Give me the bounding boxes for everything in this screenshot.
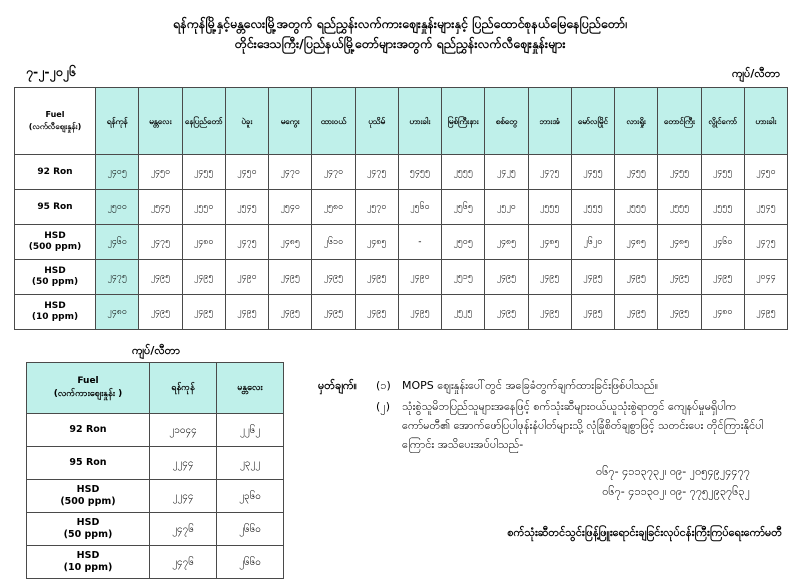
row-label-line-1: HSD (76, 484, 100, 495)
row-label-hsd-500 (15, 225, 96, 260)
fuel-header-line-1: Fuel (45, 110, 65, 119)
cell-95ron-bago: ၂၅၄၅ (225, 190, 268, 225)
cell-92ron-dawei: ၂၄၇၀ (312, 155, 355, 190)
column-header-hpaan: ဘားအံ (528, 88, 571, 155)
cell-92ron-myitkyina: ၂၅၅၅ (442, 155, 485, 190)
cell-hsd10-magway: ၂၄၉၅ (269, 295, 312, 330)
cell-hsd10-mandalay: ၂၄၉၅ (139, 295, 182, 330)
cell-hsd50-myitkyina: ၂၅၁၅ (442, 260, 485, 295)
cell-hsd500-mandalay: ၂၄၇၅ (139, 225, 182, 260)
column-header-bago: ပဲခူး (225, 88, 268, 155)
cell-hsd50-bago: ၂၄၉၀ (225, 260, 268, 295)
note-number-1: (၁) (376, 379, 391, 392)
wholesale-unit-label: ကျပ်/လီတာ (132, 344, 180, 357)
cell-hsd10-loikaw: ၂၄၈၀ (701, 295, 744, 330)
row-label-hsd10-wholesale (27, 546, 150, 579)
cell-hsd50-lashio: ၂၄၉၅ (615, 260, 658, 295)
column-header-naypyitaw: နေပြည်တော် (182, 88, 225, 155)
cell-95ron-sittwe: ၂၅၂၀ (485, 190, 528, 225)
row-label-95ron: 95 Ron (15, 190, 96, 225)
cell-95ron-naypyitaw: ၂၅၅၀ (182, 190, 225, 225)
cell-95ron-loikaw: ၂၅၅၅ (701, 190, 744, 225)
fuel-header-line-2: (လက်ကားဈေးနှုန်း ) (53, 389, 123, 399)
cell-w-hsd50-yangon: ၂၄၇၆ (150, 513, 217, 546)
cell-hsd10-hakha-2: ၂၄၉၅ (744, 295, 787, 330)
table-row (15, 155, 788, 190)
cell-92ron-taunggyi: ၂၄၅၅ (658, 155, 701, 190)
cell-hsd50-taunggyi: ၂၄၉၅ (658, 260, 701, 295)
row-label-95ron-wholesale: 95 Ron (27, 447, 150, 480)
row-label-line-1: HSD (44, 231, 66, 241)
cell-92ron-mandalay: ၂၄၅၀ (139, 155, 182, 190)
column-header-mawlamyine: မော်လမြိုင် (571, 88, 614, 155)
cell-hsd10-pathein: ၂၄၉၅ (355, 295, 398, 330)
note-text-1: MOPS ဈေးနှုန်းပေါ်တွင် အခြေခံတွက်ချက်ထားခြင်းဖြစ်ပါသည်။ (402, 379, 659, 392)
cell-92ron-sittwe: ၂၄၂၅ (485, 155, 528, 190)
cell-hsd500-loikaw: ၂၄၆၀ (701, 225, 744, 260)
cell-95ron-taunggyi: ၂၅၅၅ (658, 190, 701, 225)
table-header-row (15, 88, 788, 155)
table-row (15, 295, 788, 330)
column-header-lashio: လားရှိုး (615, 88, 658, 155)
column-header-hakha: ဟားခါး (398, 88, 441, 155)
title-line-2: တိုင်းဒေသကြီး/ပြည်နယ်မြို့တော်များအတွက် ရည်ညွှန်းလက်လီဈေးနှုန်းများ (234, 36, 566, 51)
cell-w-95ron-mandalay: ၂၃၂၂ (217, 447, 284, 480)
cell-hsd500-magway: ၂၄၈၅ (269, 225, 312, 260)
column-header-taunggyi: တောင်ကြီး (658, 88, 701, 155)
row-label-line-1: HSD (44, 301, 66, 311)
fuel-header-line-1: Fuel (77, 376, 99, 386)
cell-hsd500-lashio: ၂၄၈၅ (615, 225, 658, 260)
cell-w-hsd10-mandalay: ၂၆၆၀ (217, 546, 284, 579)
column-header-mandalay: မန္တလေး (139, 88, 182, 155)
cell-hsd10-yangon: ၂၄၈၀ (96, 295, 139, 330)
cell-hsd50-mandalay: ၂၄၉၅ (139, 260, 182, 295)
cell-w-hsd500-mandalay: ၂၃၆၀ (217, 480, 284, 513)
cell-hsd10-mawlamyine: ၂၄၉၅ (571, 295, 614, 330)
column-header-mandalay-wholesale: မန္တလေး (217, 363, 284, 414)
cell-hsd500-yangon: ၂၄၆၀ (96, 225, 139, 260)
table-header-row (27, 363, 284, 414)
title-line-1: ရန်ကုန်မြို့နှင့်မန္တလေးမြို့အတွက် ရည်ညွှန်းလက်ကားဈေးနှုန်းများနှင့် ပြည်ထောင်စုနယ်မြေနေပြည်တော်၊ (173, 16, 627, 31)
cell-w-hsd500-yangon: ၂၂၄၄ (150, 480, 217, 513)
row-label-line-2: (10 ppm) (63, 562, 113, 573)
cell-hsd10-hakha: ၂၄၉၅ (398, 295, 441, 330)
cell-hsd500-dawei: ၂၆၁၀ (312, 225, 355, 260)
column-header-yangon-wholesale: ရန်ကုန် (150, 363, 217, 414)
cell-92ron-hakha: ၅၄၅၅ (398, 155, 441, 190)
column-header-pathein: ပုသိမ် (355, 88, 398, 155)
cell-95ron-mandalay: ၂၅၄၅ (139, 190, 182, 225)
row-label-line-1: HSD (44, 266, 66, 276)
table-row (27, 414, 284, 447)
cell-hsd50-yangon: ၂၄၇၅ (96, 260, 139, 295)
cell-hsd10-sittwe: ၂၄၉၅ (485, 295, 528, 330)
notes-label-spacer (318, 397, 376, 454)
cell-hsd500-taunggyi: ၂၄၈၅ (658, 225, 701, 260)
column-header-loikaw: လွိုင်ကော် (701, 88, 744, 155)
cell-95ron-myitkyina: ၂၅၆၅ (442, 190, 485, 225)
row-label-hsd-10 (15, 295, 96, 330)
table-row (15, 225, 788, 260)
cell-hsd10-bago: ၂၄၉၅ (225, 295, 268, 330)
cell-hsd500-sittwe: ၂၄၈၅ (485, 225, 528, 260)
cell-92ron-mawlamyine: ၂၄၅၅ (571, 155, 614, 190)
cell-95ron-magway: ၂၅၄၀ (269, 190, 312, 225)
cell-hsd10-naypyitaw: ၂၄၉၅ (182, 295, 225, 330)
row-label-hsd-50 (15, 260, 96, 295)
row-label-92ron-wholesale: 92 Ron (27, 414, 150, 447)
cell-hsd500-hpaan: ၂၄၈၅ (528, 225, 571, 260)
note-number-2: (၂) (376, 400, 390, 413)
cell-hsd50-dawei: ၂၄၉၅ (312, 260, 355, 295)
cell-hsd50-hakha: ၂၄၉၀ (398, 260, 441, 295)
page-title (14, 14, 786, 54)
row-label-hsd50-wholesale (27, 513, 150, 546)
cell-hsd50-loikaw: ၂၄၉၅ (701, 260, 744, 295)
row-label-line-2: (500 ppm) (28, 242, 82, 252)
cell-hsd500-myitkyina: ၂၅၀၅ (442, 225, 485, 260)
cell-95ron-hakha: ၂၅၆၀ (398, 190, 441, 225)
column-header-magway: မကွေး (269, 88, 312, 155)
cell-w-hsd50-mandalay: ၂၆၆၀ (217, 513, 284, 546)
notes-section (318, 376, 786, 502)
notes-label: မှတ်ချက်။ (318, 379, 358, 392)
note-item-1 (318, 376, 786, 395)
cell-92ron-pathein: ၂၄၇၅ (355, 155, 398, 190)
phone-line-2: ၀၆၇- ၄၁၁၃၀၂၊ ၀၉- ၇၇၅၂၉၃၇၆၃၂ (602, 485, 750, 498)
cell-hsd10-dawei: ၂၄၉၅ (312, 295, 355, 330)
cell-hsd500-mawlamyine: ၂၆၂၀ (571, 225, 614, 260)
meta-row (14, 64, 786, 83)
column-header-myitkyina: မြစ်ကြီးနား (442, 88, 485, 155)
cell-95ron-mawlamyine: ၂၅၅၅ (571, 190, 614, 225)
row-label-line-2: (10 ppm) (31, 312, 79, 322)
cell-hsd50-naypyitaw: ၂၄၉၅ (182, 260, 225, 295)
cell-hsd500-pathein: ၂၄၈၅ (355, 225, 398, 260)
cell-w-hsd10-yangon: ၂၄၇၆ (150, 546, 217, 579)
column-header-yangon: ရန်ကုန် (96, 88, 139, 155)
contact-phones (318, 462, 786, 502)
cell-95ron-hpaan: ၂၅၅၅ (528, 190, 571, 225)
cell-92ron-bago: ၂၄၅၀ (225, 155, 268, 190)
cell-95ron-pathein: ၂၅၇၀ (355, 190, 398, 225)
note-item-2 (318, 397, 786, 454)
wholesale-price-table (26, 362, 284, 579)
cell-hsd10-hpaan: ၂၄၉၅ (528, 295, 571, 330)
lower-section (14, 362, 786, 579)
report-date: ၇-၂-၂၀၂၆ (26, 64, 76, 79)
cell-95ron-lashio: ၂၅၅၅ (615, 190, 658, 225)
column-header-fuel-wholesale (27, 363, 150, 414)
cell-hsd50-mawlamyine: ၂၄၉၅ (571, 260, 614, 295)
cell-hsd50-hpaan: ၂၄၉၅ (528, 260, 571, 295)
cell-hsd500-naypyitaw: ၂၄၈၀ (182, 225, 225, 260)
cell-hsd500-bago: ၂၄၇၅ (225, 225, 268, 260)
cell-hsd50-pathein: ၂၄၉၅ (355, 260, 398, 295)
price-unit-label: ကျပ်/လီတာ (732, 67, 780, 80)
phone-line-1: ၀၆၇- ၄၁၁၃၇၃၂၊ ၀၉- ၂၀၅၄၉၂၄၄၇၇ (596, 465, 750, 478)
retail-price-table (14, 87, 788, 330)
cell-92ron-lashio: ၂၄၅၅ (615, 155, 658, 190)
cell-92ron-naypyitaw: ၂၄၅၅ (182, 155, 225, 190)
table-row (15, 190, 788, 225)
cell-hsd50-hakha-2: ၂၀၄၄ (744, 260, 787, 295)
cell-92ron-hakha-2: ၂၄၅၀ (744, 155, 787, 190)
cell-hsd500-hakha-2: ၂၄၇၅ (744, 225, 787, 260)
cell-92ron-hpaan: ၂၄၇၅ (528, 155, 571, 190)
cell-95ron-hakha-2: ၂၅၄၅ (744, 190, 787, 225)
row-label-hsd500-wholesale (27, 480, 150, 513)
row-label-line-1: HSD (76, 550, 100, 561)
cell-hsd10-lashio: ၂၄၉၅ (615, 295, 658, 330)
table-row (27, 447, 284, 480)
fuel-header-line-2: (လက်လီဈေးနှုန်း) (28, 122, 82, 131)
row-label-line-1: HSD (76, 517, 100, 528)
cell-w-92ron-yangon: ၂၁၀၄၄ (150, 414, 217, 447)
row-label-line-2: (500 ppm) (60, 496, 116, 507)
table-row (27, 546, 284, 579)
column-header-sittwe: စစ်တွေ (485, 88, 528, 155)
cell-92ron-loikaw: ၂၄၅၅ (701, 155, 744, 190)
cell-w-95ron-yangon: ၂၂၄၄ (150, 447, 217, 480)
cell-hsd50-sittwe: ၂၄၉၅ (485, 260, 528, 295)
cell-hsd10-taunggyi: ၂၄၉၅ (658, 295, 701, 330)
cell-hsd10-myitkyina: ၂၅၂၅ (442, 295, 485, 330)
table-row (15, 260, 788, 295)
note-text-2: သုံးစွဲသူမိဘပြည်သူများအနေဖြင့် စက်သုံးဆီများဝယ်ယူသုံးစွဲရာတွင် ကျေနပ်မှုမရှိပါက ကော်မတီ၏ အောက်ဖော်ပြပါဖုန်းနံပါတ်များသို့ လုံခြုံစိတ်ချစွာဖြင့် သတင်းပေး တိုင်ကြားနိုင်ပါကြောင်း အသိပေးအပ်ပါသည်- (402, 400, 764, 451)
cell-95ron-yangon: ၂၅၀၀ (96, 190, 139, 225)
column-header-hakha-2: ဟားခါး (744, 88, 787, 155)
cell-hsd50-magway: ၂၄၉၅ (269, 260, 312, 295)
column-header-dawei: ထားဝယ် (312, 88, 355, 155)
cell-92ron-magway: ၂၄၇၀ (269, 155, 312, 190)
row-label-92ron: 92 Ron (15, 155, 96, 190)
table-row (27, 480, 284, 513)
row-label-line-2: (50 ppm) (63, 529, 113, 540)
cell-92ron-yangon: ၂၄၀၅ (96, 155, 139, 190)
cell-w-92ron-mandalay: ၂၂၆၂ (217, 414, 284, 447)
cell-hsd500-hakha: - (398, 225, 441, 260)
cell-95ron-dawei: ၂၅၈၀ (312, 190, 355, 225)
table-row (27, 513, 284, 546)
column-header-fuel (15, 88, 96, 155)
row-label-line-2: (50 ppm) (31, 277, 79, 287)
footer-committee-name: စက်သုံးဆီတင်သွင်းဖြန့်ဖြူးရောင်းချခြင်းလုပ်ငန်းကြီးကြပ်ရေးကော်မတီ (507, 526, 782, 539)
